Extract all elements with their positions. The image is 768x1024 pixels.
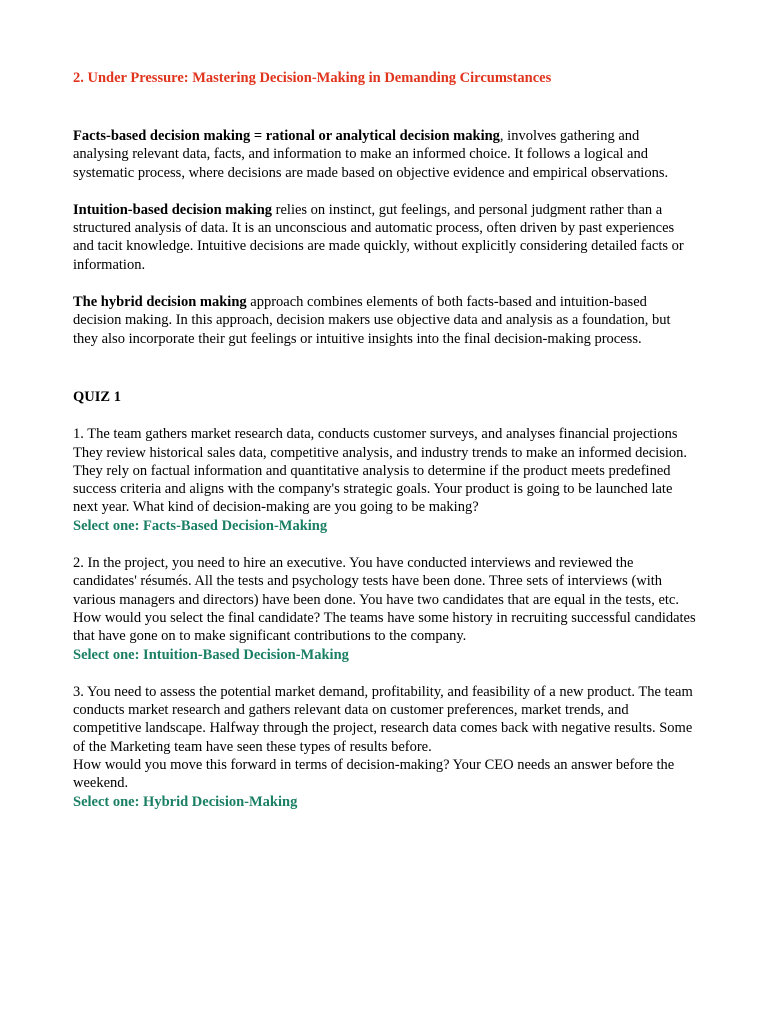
quiz-title: QUIZ 1 — [73, 388, 121, 405]
definition-term: Intuition-based decision making — [73, 201, 273, 218]
quiz-question-1 — [73, 425, 696, 535]
definition-facts-based — [73, 127, 696, 182]
answer-label: Select one: Facts-Based Decision-Making — [73, 517, 328, 534]
quiz-question-2 — [73, 554, 696, 664]
question-text-continued: How would you move this forward in terms of decision-making? Your CEO needs an answer before the weekend. — [73, 757, 675, 792]
question-text: 1. The team gathers market research data, conducts customer surveys, and analyses financial projections They review historical sales data, competitive analysis, and industry trends to make an informed decision. They rely on factual information and quantitative analysis to determine if the product meets predefined success criteria and aligns with the company's strategic goals. Your product is going to be launched late next year. What kind of decision-making are you going to be making? — [73, 426, 688, 516]
question-text: 3. You need to assess the potential market demand, profitability, and feasibility of a new product. The team conducts market research and gathers relevant data on customer preferences, market trends, and competitive landscape. Halfway through the project, research data comes back with negative results. Some of the Marketing team have seen these types of results before. — [73, 683, 693, 755]
answer-label: Select one: Intuition-Based Decision-Making — [73, 646, 349, 663]
question-text: 2. In the project, you need to hire an executive. You have conducted interviews and reviewed the candidates' résumés. All the tests and psychology tests have been done. Three sets of interviews (with various managers and directors) have been done. You have two candidates that are equal in the tests, etc. How would you select the final candidate? The teams have some history in recruiting successful candidates that have gone on to make significant contributions to the company. — [73, 555, 696, 645]
definition-hybrid — [73, 293, 696, 348]
definition-intuition-based — [73, 201, 696, 274]
quiz-question-3 — [73, 683, 696, 811]
definition-text: approach combines elements of both facts-based and intuition-based decision making. In this approach, decision makers use objective data and analysis as a foundation, but they also incorporate their gut feelings or intuitive insights into the final decision-making process. — [73, 294, 671, 347]
answer-label: Select one: Hybrid Decision-Making — [73, 793, 298, 810]
definition-term: Facts-based decision making = rational or analytical decision making — [73, 128, 500, 144]
section-heading: 2. Under Pressure: Mastering Decision-Making in Demanding Circumstances — [73, 70, 552, 86]
definition-text: relies on instinct, gut feelings, and personal judgment rather than a structured analysis of data. It is an unconscious and automatic process, often driven by past experiences and tacit knowledge. Intuitive decisions are made quickly, without explicitly considering detailed facts or information. — [73, 201, 684, 273]
definition-text: , involves gathering and analysing relevant data, facts, and information to make an informed choice. It follows a logical and systematic process, where decisions are made based on objective evidence and empirical observations. — [73, 128, 669, 181]
definition-term: The hybrid decision making — [73, 294, 247, 311]
